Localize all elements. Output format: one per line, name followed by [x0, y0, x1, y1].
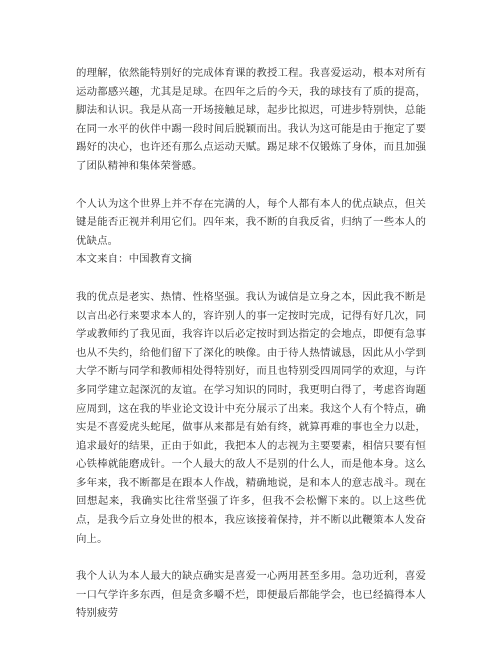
paragraph-weaknesses: 我个人认为本人最大的缺点确实是喜爱一心两用甚至多用。急功近利，喜爱一口气学许多东西，但是贪多嚼不烂，即便最后都能学会，也已经搞得本人特别疲劳 — [76, 570, 426, 620]
paragraph-self-reflection: 个人认为这个世界上并不存在完满的人，每个人都有本人的优点缺点，但关键是能否正视并利用它们。四年来，我不断的自我反省，归纳了一些本人的优缺点。 — [76, 197, 426, 247]
paragraph-sports: 的理解，依然能特别好的完成体育课的教授工程。我喜爱运动，根本对所有运动都感兴趣，尤其是足球。在四年之后的今天，我的球技有了质的提高，脚法和认识。我是从高一开场接触足球，起步比拟迟，可进步特别快，总能在同一水平的伙伴中踢一段时间后脱颖而出。我认为这可能是由于拖定了要踢好的决心，也许还有那么点运动天赋。踢足球不仅锻炼了身体，而且加强了团队精神和集体荣誉感。 — [76, 67, 426, 172]
document-body — [76, 64, 426, 623]
source-line: 本文来自：中国教育文摘 — [76, 253, 192, 266]
paragraph-strengths: 我的优点是老实、热情、性格坚强。我认为诚信是立身之本，因此我不断是以言出必行来要求本人的，容许别人的事一定按时完成，记得有好几次，同学或教师约了我见面，我容许以后必定按时到达指定的会地点，即便有急事也从不失约，给他们留下了深化的映像。由于待人热情诚恳，因此从小学到大学不断与同学和教师相处得特别好，而且也特别受四周同学的欢迎，与许多同学建立起深沉的友谊。在学习知识的同时，我更明白得了，考虑咨询题应周到，这在我的毕业论文设计中充分展示了出来。我这个人有个特点，确实是不喜爱虎头蛇尾，做事从来都是有始有终，就算再难的事也全力以赴，追求最好的结果，正由于如此，我把本人的志视为主要要素，相信只要有恒心铁棒就能磨成针。一个人最大的敌人不是别的什么人，而是他本身。这么多年来，我不断都是在跟本人作战，精确地说，是和本人的意志战斗。现在回想起来，我确实比往常坚强了许多，但我不会松懈下来的。以上这些优点，是我今后立身处世的根本，我应该接着保持，并不断以此鞭策本人发奋向上。 — [76, 290, 426, 545]
